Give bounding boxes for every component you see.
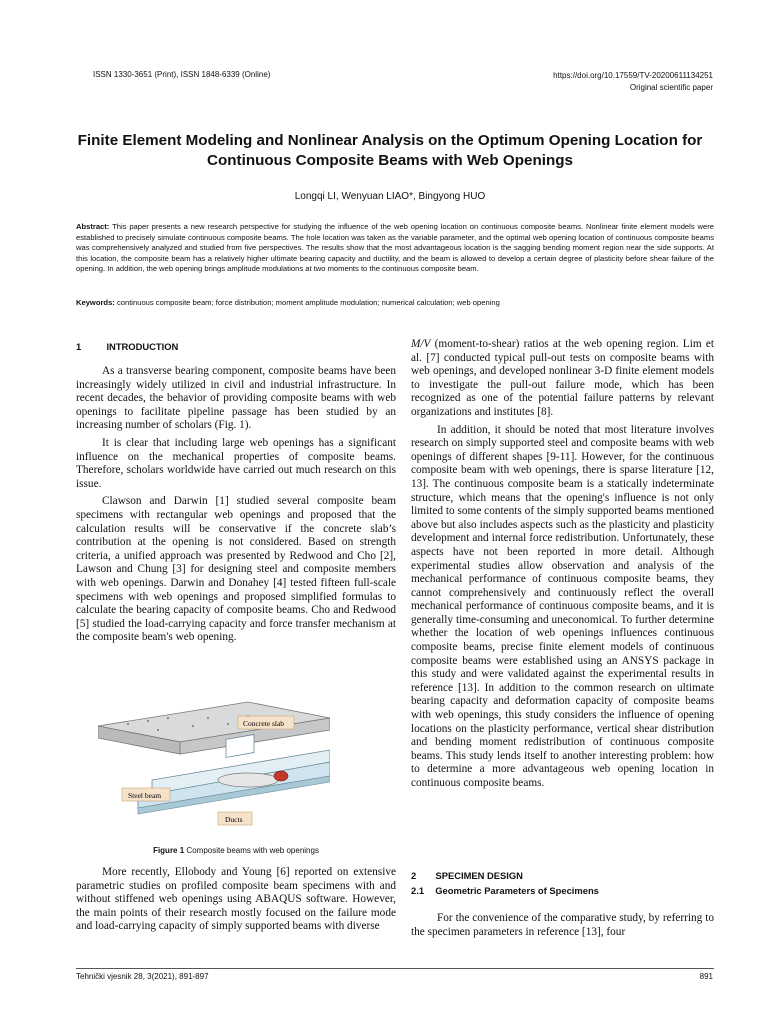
title-line-2: Continuous Composite Beams with Web Openings — [207, 152, 573, 169]
section-2-title: SPECIMEN DESIGN — [435, 870, 523, 881]
section-1-heading — [76, 341, 178, 352]
issn-header: ISSN 1330-3651 (Print), ISSN 1848-6339 (Online) — [93, 70, 271, 79]
paragraph: In addition, it should be noted that most literature involves research on simply supported steel and composite beams with web openings of different shapes [9-11]. However, for the continuous composite beam with web openings, there is sparse literature [12, 13]. The continuous composite beam is a statically indeterminate structure, which means that the opening's influence is not only limited to some contents of the simply supported beams mentioned above but also includes aspects such as the plasticity and plasticity development and internal force redistribution. Unfortunately, these aspects have not been reported in more detail. Although experimental studies allow observation and analysis of the mechanical performance of continuous composite beams, they cannot comprehensively and continuously reflect the overall mechanical performance of continuous composite beams, and it is generally time-consuming and uneconomical. To further determine whether the location of web openings influences continuous composite beams, precise finite element models of continuous composite beams were established using an ANSYS package in this study and were validated against the experimental results in reference [13]. In addition to the common research on ultimate bearing capacity and deformation capacity of composite beams with web openings, this study considers the influence of opening locations on the plasticity performance, vertical shear distribution and bending moment redistribution of continuous composite beams. This study lends itself to another interesting problem: how to determine a more advantageous web opening location in continuous composite beams. — [411, 423, 714, 789]
keywords-text: continuous composite beam; force distribution; moment amplitude modulation; numerical calculation; web opening — [116, 298, 500, 307]
left-column-bottom — [76, 866, 396, 934]
title-line-1: Finite Element Modeling and Nonlinear Analysis on the Optimum Opening Location for — [77, 132, 703, 149]
figure-1-caption-label: Figure 1 — [153, 846, 185, 855]
section-2-1-number: 2.1 — [411, 885, 425, 896]
ducts-label: Ducts — [225, 815, 243, 824]
paragraph — [411, 338, 714, 420]
keywords — [76, 298, 714, 307]
abstract-text: This paper presents a new research perspective for studying the influence of the web opening location on continuous composite beams. Nonlinear finite element models were established to precisely simulate continuous composite beams. The hole location was taken as the variable parameter, and the optimal web opening location of continuous composite beams was comprehensively analyzed and studied from five perspectives. The results show that the most advantageous location is the sagging bending moment region near the side supports. At this location, the composite beam has a relatively higher ultimate bearing capacity and ductility, and the beam is allowed to develop a certain degree of plasticity before shear failure of the opening. In addition, the web opening brings amplitude modulations at two moments to the continuous composite beam. — [76, 222, 714, 274]
section-2-heading — [411, 870, 523, 881]
section-1-title: INTRODUCTION — [106, 341, 179, 352]
concrete-slab-label: Concrete slab — [243, 719, 285, 728]
paragraph: As a transverse bearing component, composite beams have been increasingly widely utilized in civil and industrial infrastructure. In recent decades, the behavior of providing composite beams with web openings to facilitate pipeline passage has been studied by an increasing number of scholars (Fig. 1). — [76, 365, 396, 432]
footer-rule — [76, 968, 714, 969]
section-2-1-title: Geometric Parameters of Specimens — [435, 885, 599, 896]
paper-type: Original scientific paper — [629, 83, 713, 92]
mv-ratio: M/V — [411, 338, 431, 350]
paragraph: For the convenience of the comparative study, by referring to the specimen parameters in reference [13], four — [411, 912, 714, 938]
section-1-number: 1 — [76, 341, 82, 352]
figure-1-caption-text: Composite beams with web openings — [186, 846, 319, 855]
paragraph-text: (moment-to-shear) ratios at the web opening region. Lim et al. [7] conducted typical pull-out tests on composite beams with web openings, and developed nonlinear 3-D finite element models to investigate the pull-out failure mode, which has been recognized as one of the potential failure patterns by relevant organizations and institutes [8]. — [411, 338, 714, 418]
footer-journal: Tehnički vjesnik 28, 3(2021), 891-897 — [76, 972, 209, 981]
right-column — [411, 338, 714, 791]
abstract — [76, 222, 714, 275]
steel-beam-label: Steel beam — [128, 791, 162, 800]
figure-1-illustration — [98, 696, 330, 844]
abstract-label: Abstract: — [76, 222, 110, 231]
duct-end — [274, 771, 288, 781]
right-column-bottom — [411, 912, 714, 939]
paragraph: It is clear that including large web openings has a significant influence on the mechanical properties of composite beams. Therefore, scholars worldwide have carried out much research on this issue. — [76, 436, 396, 490]
left-column-top — [76, 365, 396, 645]
doi-header — [553, 70, 713, 94]
keywords-label: Keywords: — [76, 298, 115, 307]
duct-pipe — [218, 773, 278, 787]
figure-1-caption — [76, 846, 396, 855]
authors: Longqi LI, Wenyuan LIAO*, Bingyong HUO — [294, 191, 486, 202]
section-2-1-heading — [411, 885, 599, 896]
paragraph: Clawson and Darwin [1] studied several composite beam specimens with rectangular web openings and proposed that the calculation results will be conservative if the concrete slab’s contribution at the opening is not considered. Based on strength criteria, a unified approach was presented by Redwood and Cho [2], Lawson and Chung [3] for designing steel and composite members with web openings. Darwin and Donahey [4] tested fifteen full-scale specimens with web openings and proposed simplified formulas to calculate the bearing capacity of composite beams. Cho and Redwood [5] studied the load-carrying capacity and force transfer mechanism at the composite beam's web opening. — [76, 495, 396, 644]
paper-title — [60, 131, 720, 171]
page-number: 891 — [699, 972, 713, 981]
paragraph: More recently, Ellobody and Young [6] reported on extensive parametric studies on profiled composite beam specimens with and without stiffened web openings using ABAQUS software. However, the main points of their research mostly focused on the failure mode and load-carrying capacity of simply supported beams with diverse — [76, 866, 396, 933]
doi-link[interactable]: https://doi.org/10.17559/TV-20200611134251 — [553, 71, 713, 80]
section-2-number: 2 — [411, 870, 417, 881]
